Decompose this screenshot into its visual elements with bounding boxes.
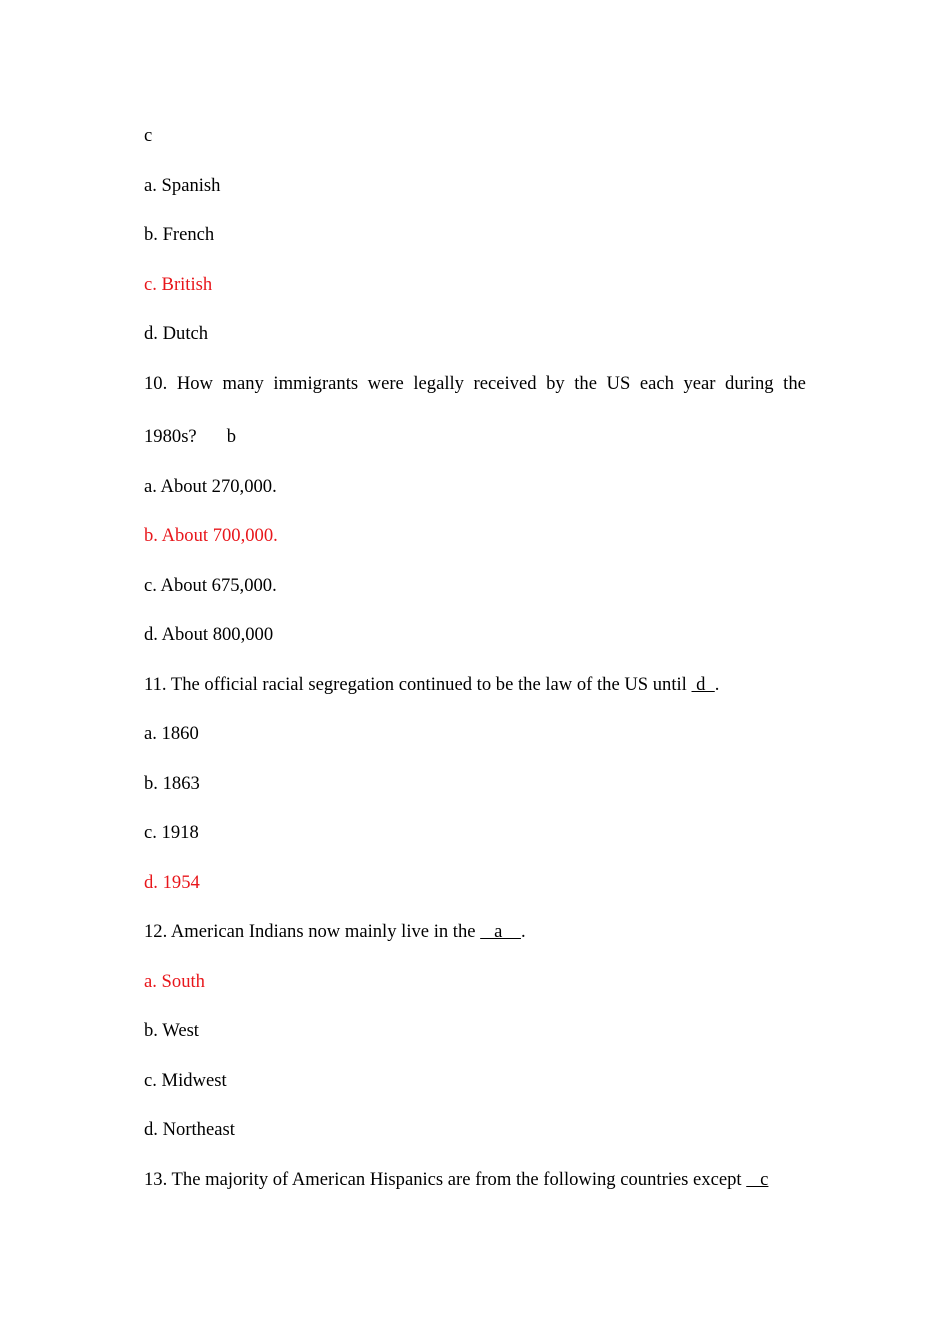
q11-option-c: c. 1918 xyxy=(144,822,199,843)
q10-option-a: a. About 270,000. xyxy=(144,476,277,497)
q11-question: 11. The official racial segregation continued to be the law of the US until d . xyxy=(144,674,720,695)
q12-option-d: d. Northeast xyxy=(144,1119,235,1140)
q12-option-b: b. West xyxy=(144,1020,199,1041)
q13-question: 13. The majority of American Hispanics are from the following countries except c xyxy=(144,1169,769,1190)
q12-option-a-correct: a. South xyxy=(144,971,205,992)
q12-question: 12. American Indians now mainly live in the a . xyxy=(144,921,526,942)
q10-option-b-correct: b. About 700,000. xyxy=(144,525,278,546)
q10-answer: b xyxy=(226,426,236,447)
q9-option-a: a. Spanish xyxy=(144,175,221,196)
q9-option-d: d. Dutch xyxy=(144,323,209,344)
q11-option-a: a. 1860 xyxy=(144,723,199,744)
q11-answer-blank: d xyxy=(691,674,715,695)
q11-option-b: b. 1863 xyxy=(144,773,200,794)
q10-question-line2: 1980s? b xyxy=(144,426,236,447)
previous-answer: c xyxy=(144,125,153,146)
q9-option-c-correct: c. British xyxy=(144,274,213,295)
q12-answer-blank: a xyxy=(480,921,521,942)
q10-option-c: c. About 675,000. xyxy=(144,575,277,596)
q10-question-line1: 10. How many immigrants were legally received by the US each year during the xyxy=(144,373,806,394)
q13-answer-blank: c xyxy=(746,1169,769,1190)
q11-option-d-correct: d. 1954 xyxy=(144,872,200,893)
q10-option-d: d. About 800,000 xyxy=(144,624,274,645)
q12-option-c: c. Midwest xyxy=(144,1070,227,1091)
q9-option-b: b. French xyxy=(144,224,215,245)
